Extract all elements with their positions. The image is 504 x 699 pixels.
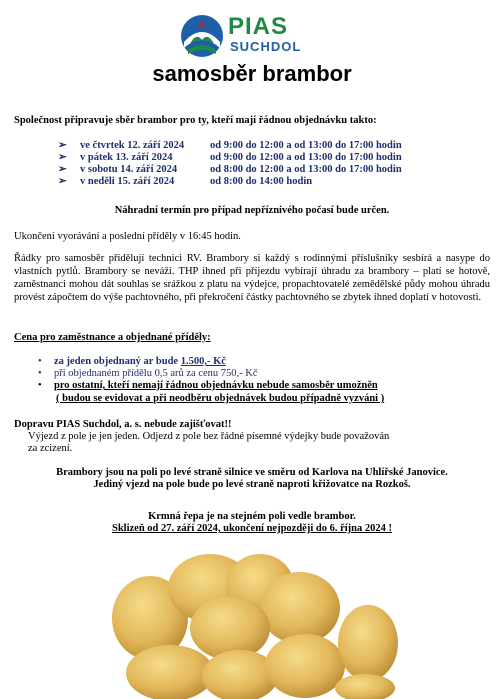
- bullet-dot-icon: •: [38, 368, 42, 379]
- arrow-bullet-icon: ➢: [58, 152, 67, 163]
- potatoes-image: [110, 548, 400, 699]
- pias-logo: [180, 14, 330, 58]
- schedule-day: v neděli 15. září 2024: [80, 176, 175, 187]
- location-line: Jediný vjezd na pole bude po levé straně naproti křižovatce na Rozkoš.: [93, 479, 411, 490]
- arrow-bullet-icon: ➢: [58, 176, 67, 187]
- price-item-text: při objednaném přídělu 0,5 arů za cenu 750,- Kč: [54, 368, 258, 379]
- transport-line: Výjezd z pole je jen jeden. Odjezd z pole bez řádné písemné výdejky bude považován: [28, 431, 390, 442]
- price-heading: Cena pro zaměstnance a objednané příděly:: [14, 332, 211, 343]
- alternate-date-note: Náhradní termín pro případ nepříznivého počasí bude určen.: [114, 205, 390, 216]
- bullet-dot-icon: •: [38, 380, 42, 391]
- body-paragraph: Řádky pro samosběr přidělují technici RV. Brambory si každý s rodinnými příslušníky sesbírá a nasype do vlastních pytlů. Brambory se neváží. THP ihned při příjezdu vybírají úhradu za brambory – platí se hotově, zaměstnanci mohou dát souhlas se srážkou z platu na výdejce, propachtovatelé zemědělské půdy mohou úhradu provést zápočtem do výše pachtovného, při překročení částky pachtovného se zbytek ihned doplatí v hotovosti.: [14, 253, 490, 303]
- logo-sub-text: SUCHDOL: [230, 39, 302, 54]
- schedule-day: ve čtvrtek 12. září 2024: [80, 140, 185, 151]
- schedule-time: od 9:00 do 12:00 a od 13:00 do 17:00 hodin: [210, 140, 402, 151]
- schedule-time: od 9:00 do 12:00 a od 13:00 do 17:00 hodin: [210, 152, 402, 163]
- price-amount: 1.500,- Kč: [180, 356, 226, 367]
- page-title: samosběr brambor: [152, 61, 352, 86]
- arrow-bullet-icon: ➢: [58, 164, 67, 175]
- schedule-day: v pátek 13. září 2024: [80, 152, 173, 163]
- price-item-note: ( budou se evidovat a při neodběru objednávek budou případně vyzváni ): [56, 393, 385, 404]
- price-item-text: za jeden objednaný ar bude: [54, 356, 181, 367]
- pias-emblem-icon: [180, 14, 224, 58]
- intro-text: Společnost připravuje sběr brambor pro ty, kteří mají řádnou objednávku takto:: [14, 115, 377, 126]
- schedule-time: od 8:00 do 12:00 a od 13:00 do 17:00 hodin: [210, 164, 402, 175]
- price-item-text: pro ostatní, kteří nemají řádnou objednávku nebude samosběr umožněn: [54, 380, 378, 391]
- schedule-day: v sobotu 14. září 2024: [80, 164, 178, 175]
- bullet-dot-icon: •: [38, 356, 42, 367]
- end-time-note: Ukončení vyorávání a poslední příděly v 16:45 hodin.: [14, 231, 241, 242]
- arrow-bullet-icon: ➢: [58, 140, 67, 151]
- beet-harvest-line: Sklizeň od 27. září 2024, ukončení nejpozději do 6. října 2024 !: [111, 523, 392, 534]
- transport-line: za zcizení.: [28, 443, 73, 454]
- beet-line: Krmná řepa je na stejném poli vedle brambor.: [148, 511, 356, 522]
- location-line: Brambory jsou na poli po levé straně silnice ve směru od Karlova na Uhlířské Janovice.: [56, 467, 448, 478]
- logo-brand-text: PIAS: [228, 13, 289, 40]
- transport-heading: Dopravu PIAS Suchdol, a. s. nebude zajišťovat!!: [14, 419, 232, 430]
- schedule-time: od 8:00 do 14:00 hodin: [210, 176, 313, 187]
